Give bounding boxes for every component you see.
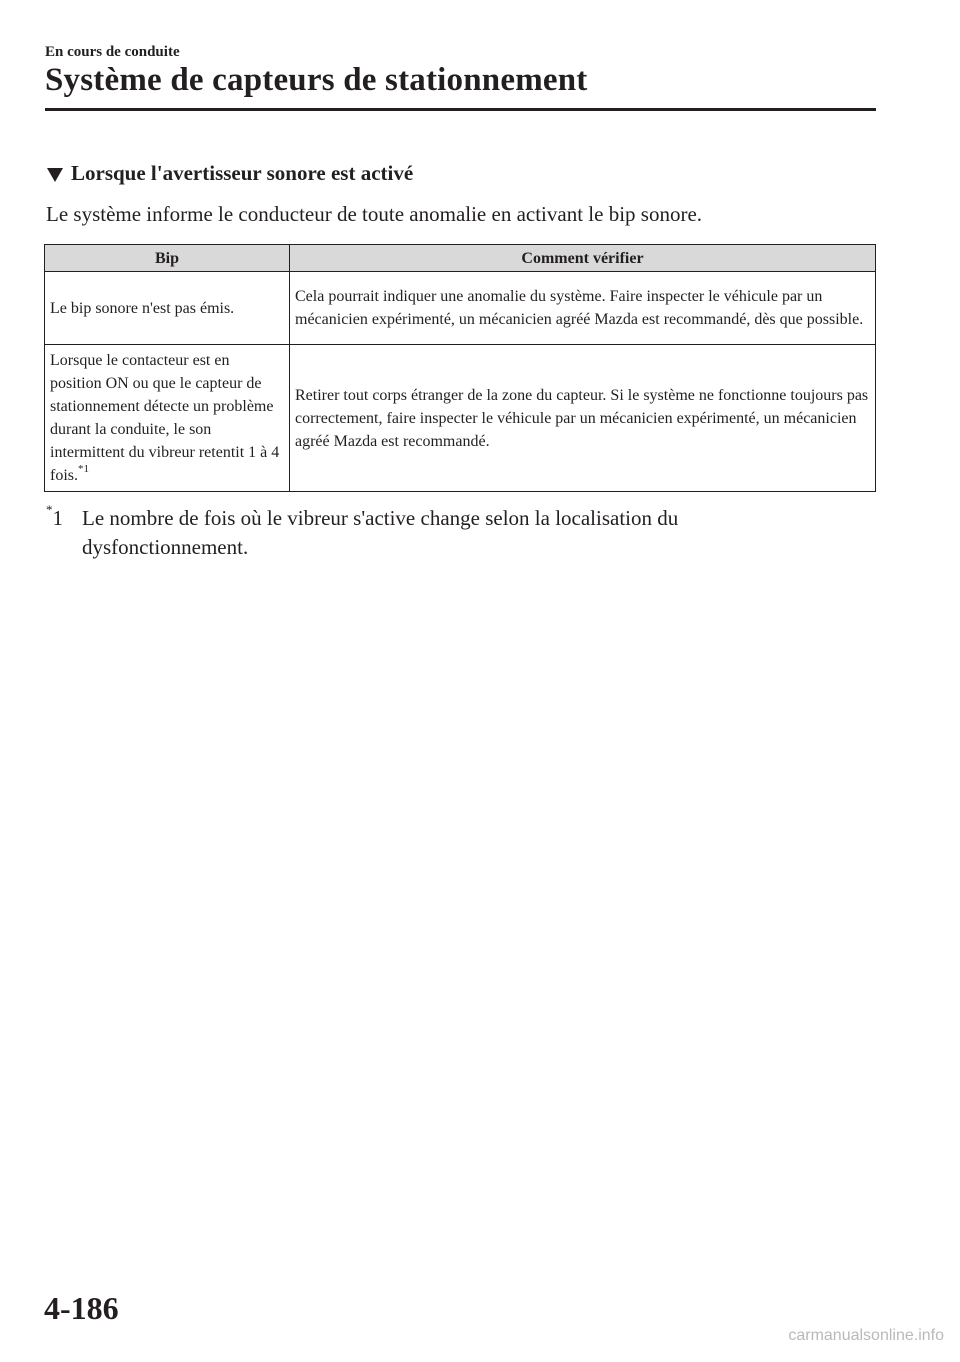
section-label: En cours de conduite	[45, 44, 180, 60]
beep-text: Le bip sonore n'est pas émis.	[50, 299, 235, 317]
column-header-check: Comment vérifier	[290, 245, 876, 272]
beep-cell	[45, 272, 290, 345]
check-cell	[290, 345, 876, 492]
check-text: Cela pourrait indiquer une anomalie du système. Faire inspecter le véhicule par un mécanicien expérimenté, un mécanicien agréé Mazda est recommandé, dès que possible.	[295, 288, 864, 328]
footnote-symbol: *	[46, 502, 53, 517]
table-header-row	[45, 245, 876, 272]
beep-check-table	[44, 244, 876, 492]
check-text: Retirer tout corps étranger de la zone du capteur. Si le système ne fonctionne toujours pas correctement, faire inspecter le véhicule par un mécanicien expérimenté, un mécanicien agréé Mazda est recommandé.	[295, 386, 869, 450]
title-divider	[45, 108, 876, 111]
subsection-heading-text: Lorsque l'avertisseur sonore est activé	[71, 161, 414, 185]
beep-text: Lorsque le contacteur est en position ON ou que le capteur de stationnement détecte un problème durant la conduite, le son intermittent du vibreur retentit 1 à 4 fois.	[50, 352, 280, 484]
footnote	[46, 504, 766, 562]
page-title: Système de capteurs de stationnement	[45, 62, 588, 98]
table-row	[45, 345, 876, 492]
page-number: 4-186	[44, 1290, 119, 1326]
subsection-heading	[47, 161, 413, 186]
table-row	[45, 272, 876, 345]
intro-text: Le système informe le conducteur de toute anomalie en activant le bip sonore.	[46, 202, 703, 226]
column-header-beep: Bip	[45, 245, 290, 272]
triangle-down-icon	[47, 168, 63, 182]
footnote-reference: *1	[78, 462, 89, 475]
beep-cell	[45, 345, 290, 492]
footnote-marker	[46, 504, 82, 562]
footnote-number: 1	[52, 506, 63, 530]
watermark: carmanualsonline.info	[788, 1327, 944, 1344]
footnote-text: Le nombre de fois où le vibreur s'active change selon la localisation du dysfonctionnement.	[82, 506, 679, 559]
check-cell	[290, 272, 876, 345]
